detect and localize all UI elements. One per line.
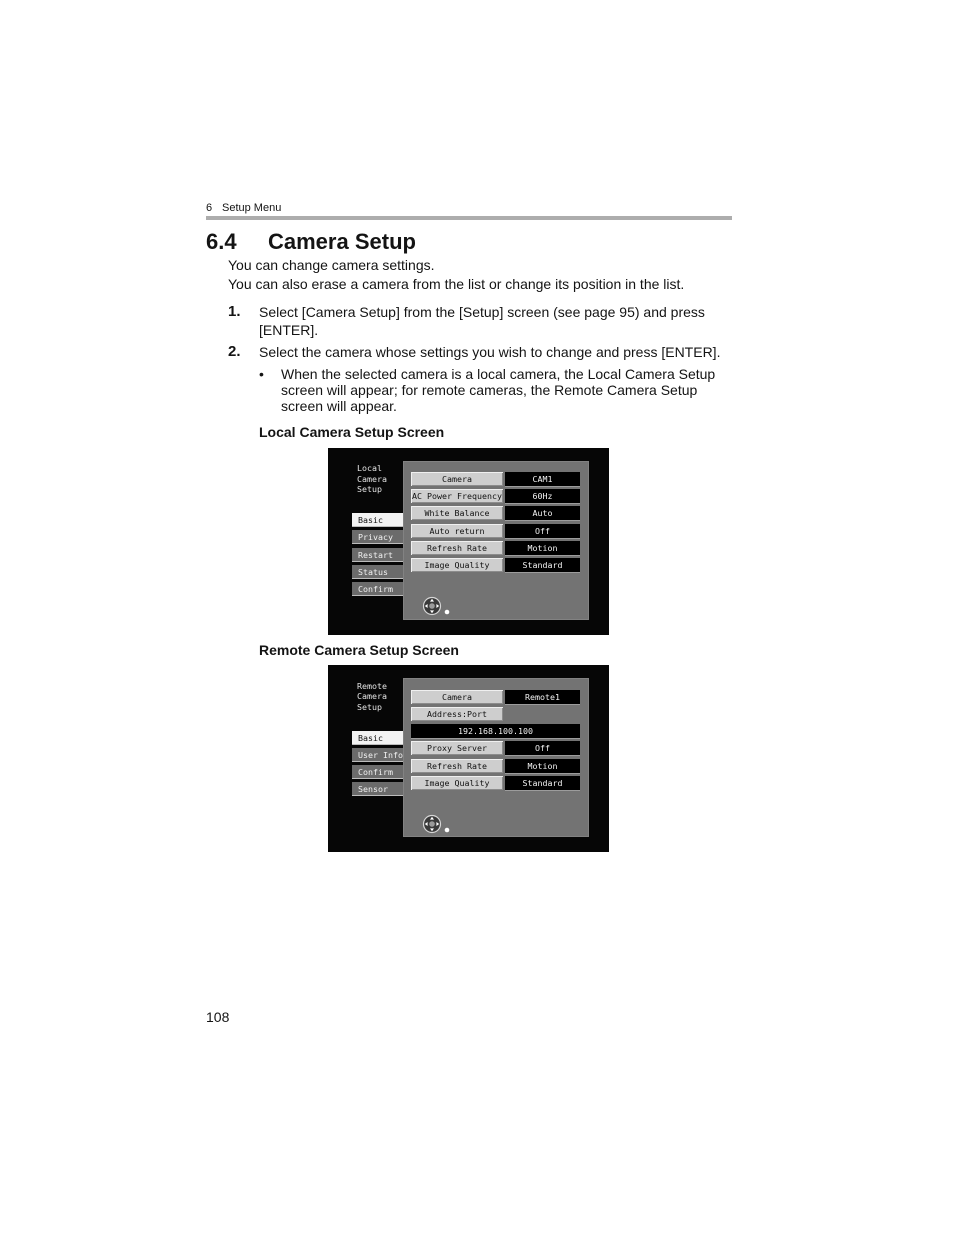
- menu-item-restart: Restart: [352, 548, 403, 562]
- setting-value-image-quality: Standard: [505, 558, 580, 573]
- setting-label-refresh-rate: Refresh Rate: [411, 759, 503, 773]
- menu-item-privacy: Privacy: [352, 530, 403, 544]
- setting-value-refresh-rate: Motion: [505, 541, 580, 556]
- section-title: Camera Setup: [268, 229, 416, 254]
- step-text-line: [ENTER].: [259, 322, 319, 338]
- setting-label-refresh-rate: Refresh Rate: [411, 541, 503, 555]
- setting-value-white-balance: Auto: [505, 506, 580, 521]
- setting-value-proxy-server: Off: [505, 741, 580, 756]
- bullet-mark: •: [259, 366, 264, 382]
- header-chapter-number: 6: [206, 202, 213, 214]
- screen-title-line: Setup: [357, 484, 382, 494]
- step-number: 2.: [228, 343, 241, 360]
- intro-line: You can also erase a camera from the list or change its position in the list.: [228, 276, 685, 292]
- navigation-pad-icon: [420, 596, 452, 616]
- setting-label-proxy-server: Proxy Server: [411, 741, 503, 755]
- setting-value-refresh-rate: Motion: [505, 759, 580, 774]
- menu-item-user-info: User Info: [352, 748, 403, 762]
- setting-value-address-port: 192.168.100.100: [411, 724, 580, 739]
- screen-title-line: Remote: [357, 681, 387, 691]
- setting-value-camera: Remote1: [505, 690, 580, 705]
- bullet-text-line: screen will appear; for remote cameras, the Remote Camera Setup: [281, 382, 698, 398]
- page-number: 108: [206, 1009, 230, 1025]
- setting-label-address-port: Address:Port: [411, 707, 503, 721]
- menu-item-basic: Basic: [352, 731, 403, 745]
- figure-caption-local: Local Camera Setup Screen: [259, 424, 445, 440]
- setting-label-image-quality: Image Quality: [411, 776, 503, 790]
- remote-camera-setup-screenshot: [328, 665, 609, 852]
- setting-value-camera: CAM1: [505, 472, 580, 487]
- setting-label-ac-power-frequency: AC Power Frequency: [412, 491, 502, 501]
- setting-label-white-balance: White Balance: [411, 506, 503, 520]
- menu-item-status: Status: [352, 565, 403, 579]
- bullet-text-line: screen will appear.: [281, 398, 397, 414]
- menu-item-sensor: Sensor: [352, 782, 403, 796]
- setting-label-camera: Camera: [411, 690, 503, 704]
- section-number: 6.4: [206, 229, 237, 254]
- bullet-text-line: When the selected camera is a local camera, the Local Camera Setup: [281, 366, 716, 382]
- menu-item-confirm: Confirm: [352, 582, 403, 596]
- setting-value-auto-return: Off: [505, 524, 580, 539]
- header-section-title: Setup Menu: [222, 202, 282, 214]
- screen-title-line: Camera: [357, 691, 387, 701]
- intro-line: You can change camera settings.: [228, 257, 435, 273]
- local-camera-setup-screenshot: [328, 448, 609, 635]
- screen-title-line: Camera: [357, 474, 387, 484]
- step-text-line: Select [Camera Setup] from the [Setup] screen (see page 95) and press: [259, 304, 705, 320]
- step-text-line: Select the camera whose settings you wish to change and press [ENTER].: [259, 344, 721, 360]
- setting-value-image-quality: Standard: [505, 776, 580, 791]
- setting-value-ac-power-frequency: 60Hz: [505, 489, 580, 504]
- figure-caption-remote: Remote Camera Setup Screen: [259, 642, 459, 658]
- setting-label-auto-return: Auto return: [411, 524, 503, 538]
- navigation-pad-icon: [420, 814, 452, 834]
- setting-label-image-quality: Image Quality: [411, 558, 503, 572]
- screen-title-line: Setup: [357, 702, 382, 712]
- menu-item-basic: Basic: [352, 513, 403, 527]
- setting-label-camera: Camera: [411, 472, 503, 486]
- menu-item-confirm: Confirm: [352, 765, 403, 779]
- header-rule: [206, 216, 732, 220]
- screen-title-line: Local: [357, 463, 382, 473]
- step-number: 1.: [228, 303, 241, 320]
